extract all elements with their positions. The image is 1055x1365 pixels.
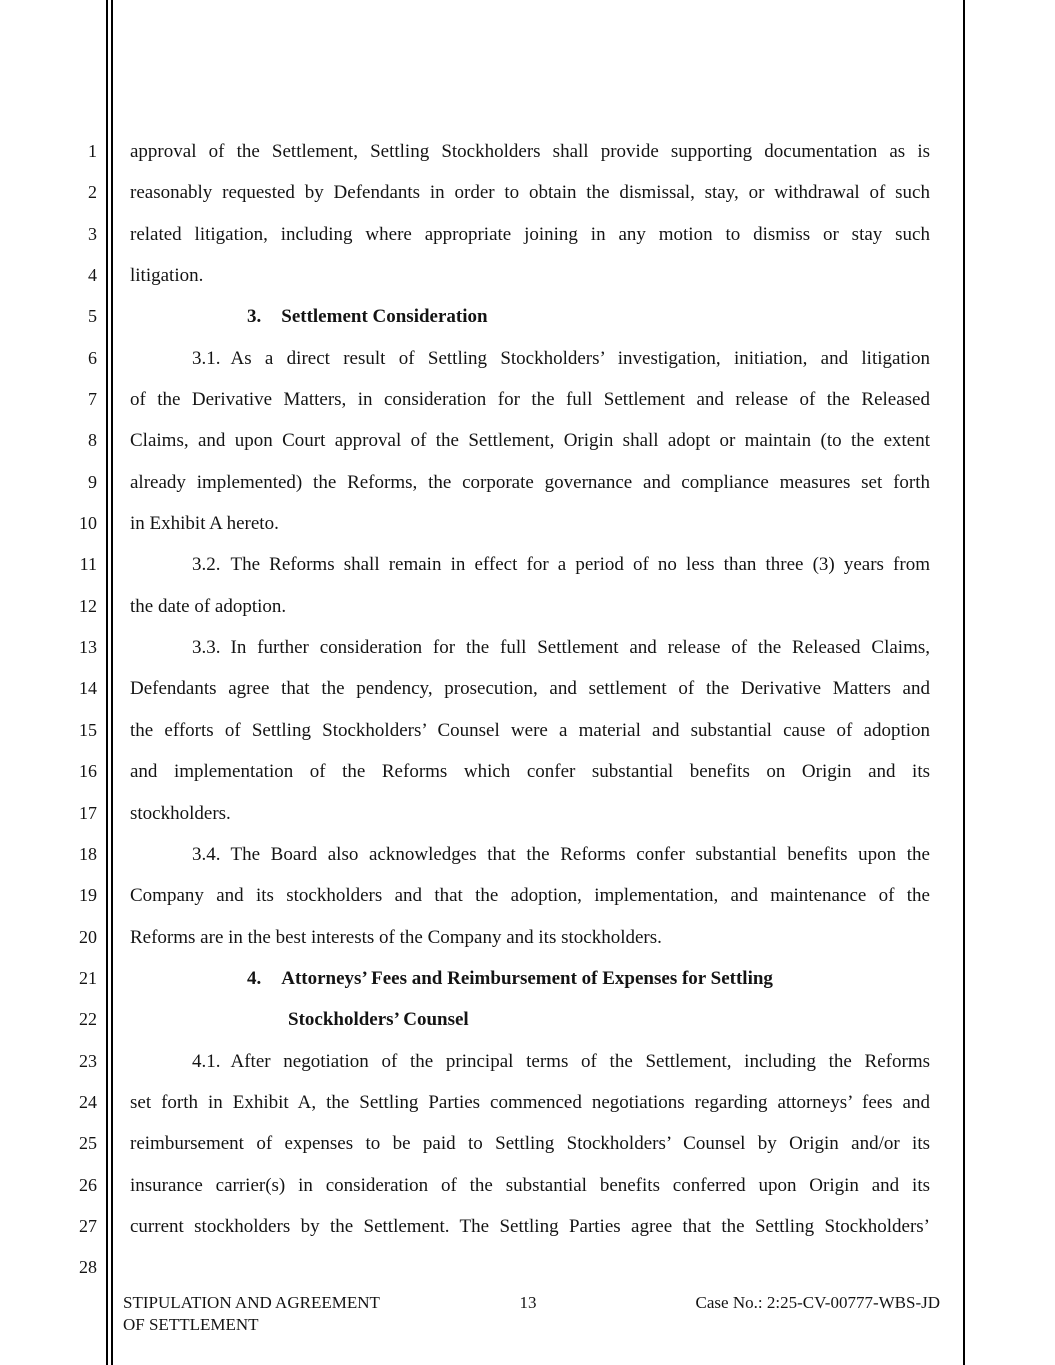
text-line: 3.2. The Reforms shall remain in effect for a period of no less than three (3) years from xyxy=(192,554,930,576)
line-number: 20 xyxy=(79,926,97,947)
pleading-line xyxy=(0,668,963,709)
line-number: 13 xyxy=(79,637,97,658)
text-line: reimbursement of expenses to be paid to Settling Stockholders’ Counsel by Origin and/or its xyxy=(130,1133,930,1155)
line-number: 18 xyxy=(79,843,97,864)
document-body xyxy=(0,131,963,1289)
paragraph-number: 4.1. xyxy=(192,1050,221,1072)
pleading-line xyxy=(0,917,963,958)
pleading-line xyxy=(0,172,963,213)
text-line: approval of the Settlement, Settling Stockholders shall provide supporting documentation as is xyxy=(130,141,930,162)
line-number: 5 xyxy=(88,306,97,327)
paragraph-number: 3.2. xyxy=(192,554,221,576)
line-number: 15 xyxy=(79,719,97,740)
footer-document-title xyxy=(123,1292,380,1335)
pleading-line xyxy=(0,131,963,172)
pleading-line xyxy=(0,1247,963,1288)
pleading-line xyxy=(0,627,963,668)
text-line: and implementation of the Reforms which confer substantial benefits on Origin and its xyxy=(130,761,930,783)
line-number: 21 xyxy=(79,967,97,988)
text-line: set forth in Exhibit A, the Settling Parties commenced negotiations regarding attorneys’ fees and xyxy=(130,1091,930,1113)
line-number: 9 xyxy=(88,471,97,492)
pleading-line xyxy=(0,462,963,503)
text-line: litigation. xyxy=(130,265,204,287)
pleading-line xyxy=(0,751,963,792)
text-line: 3.4. The Board also acknowledges that the Reforms confer substantial benefits upon the xyxy=(192,843,930,865)
pleading-line xyxy=(0,338,963,379)
pleading-line xyxy=(0,503,963,544)
line-number: 28 xyxy=(79,1257,97,1278)
text-line: 4.1. After negotiation of the principal terms of the Settlement, including the Reforms xyxy=(192,1050,930,1072)
line-number: 7 xyxy=(88,389,97,410)
text-line: insurance carrier(s) in consideration of the substantial benefits conferred upon Origin and its xyxy=(130,1174,930,1196)
paragraph-number: 3.3. xyxy=(192,637,221,659)
line-number: 19 xyxy=(79,885,97,906)
text-line: 3.1. As a direct result of Settling Stockholders’ investigation, initiation, and litigation xyxy=(192,347,930,369)
text-line: the efforts of Settling Stockholders’ Counsel were a material and substantial cause of adoption xyxy=(130,719,930,741)
text-line: in Exhibit A hereto. xyxy=(130,513,279,535)
pleading-line xyxy=(0,1206,963,1247)
line-number: 27 xyxy=(79,1215,97,1236)
pleading-line xyxy=(0,544,963,585)
text-line: 3.3. In further consideration for the full Settlement and release of the Released Claims, xyxy=(192,637,930,659)
pleading-line xyxy=(0,1082,963,1123)
line-number: 10 xyxy=(79,513,97,534)
section-heading: 3. Settlement Consideration xyxy=(247,306,488,328)
text-line: already implemented) the Reforms, the corporate governance and compliance measures set forth xyxy=(130,471,930,493)
line-number: 6 xyxy=(88,347,97,368)
pleading-line xyxy=(0,379,963,420)
pleading-line xyxy=(0,1041,963,1082)
line-number: 24 xyxy=(79,1091,97,1112)
pleading-line xyxy=(0,875,963,916)
pleading-line xyxy=(0,420,963,461)
pleading-line xyxy=(0,999,963,1040)
text-line: current stockholders by the Settlement. The Settling Parties agree that the Settling Stockholders’ xyxy=(130,1215,930,1237)
pleading-line xyxy=(0,793,963,834)
footer-title-line2: OF SETTLEMENT xyxy=(123,1314,259,1334)
line-number: 8 xyxy=(88,430,97,451)
line-number: 11 xyxy=(79,554,97,575)
footer-page-number: 13 xyxy=(519,1293,537,1312)
pleading-line xyxy=(0,834,963,875)
text-line: stockholders. xyxy=(130,802,231,824)
section-heading: 4. Attorneys’ Fees and Reimbursement of Expenses for Settling xyxy=(247,967,773,989)
line-number: 23 xyxy=(79,1050,97,1071)
text-line: Company and its stockholders and that the adoption, implementation, and maintenance of the xyxy=(130,885,930,907)
pleading-line xyxy=(0,1123,963,1164)
text-line: related litigation, including where appropriate joining in any motion to dismiss or stay such xyxy=(130,223,930,245)
pleading-line xyxy=(0,214,963,255)
text-line: reasonably requested by Defendants in order to obtain the dismissal, stay, or withdrawal of such xyxy=(130,182,930,204)
line-number: 25 xyxy=(79,1133,97,1154)
pleading-line xyxy=(0,255,963,296)
line-number: 26 xyxy=(79,1174,97,1195)
line-number: 4 xyxy=(88,265,97,286)
footer-title-line1: STIPULATION AND AGREEMENT xyxy=(123,1293,380,1312)
text-line: Defendants agree that the pendency, prosecution, and settlement of the Derivative Matters and xyxy=(130,678,930,700)
line-number: 22 xyxy=(79,1009,97,1030)
paragraph-number: 3.1. xyxy=(192,347,221,369)
line-number: 12 xyxy=(79,595,97,616)
text-line: the date of adoption. xyxy=(130,595,287,617)
pleading-line xyxy=(0,1165,963,1206)
line-number: 1 xyxy=(88,141,97,161)
pleading-line xyxy=(0,710,963,751)
paragraph-number: 4. xyxy=(247,967,262,989)
text-line: of the Derivative Matters, in consideration for the full Settlement and release of the Released xyxy=(130,389,930,411)
line-number: 2 xyxy=(88,182,97,203)
text-line xyxy=(130,1247,930,1288)
pleading-line xyxy=(0,586,963,627)
text-line: Claims, and upon Court approval of the Settlement, Origin shall adopt or maintain (to the extent xyxy=(130,430,930,452)
paragraph-number: 3.4. xyxy=(192,843,221,865)
footer-case-number: Case No.: 2:25-CV-00777-WBS-JD xyxy=(695,1293,940,1312)
line-number: 14 xyxy=(79,678,97,699)
pleading-line xyxy=(0,958,963,999)
line-number: 16 xyxy=(79,761,97,782)
paragraph-number: 3. xyxy=(247,306,262,328)
line-number: 17 xyxy=(79,802,97,823)
section-heading: Stockholders’ Counsel xyxy=(288,1009,469,1031)
line-number: 3 xyxy=(88,223,97,244)
text-line: Reforms are in the best interests of the Company and its stockholders. xyxy=(130,926,662,948)
pleading-line xyxy=(0,296,963,337)
right-rule xyxy=(963,0,965,1365)
